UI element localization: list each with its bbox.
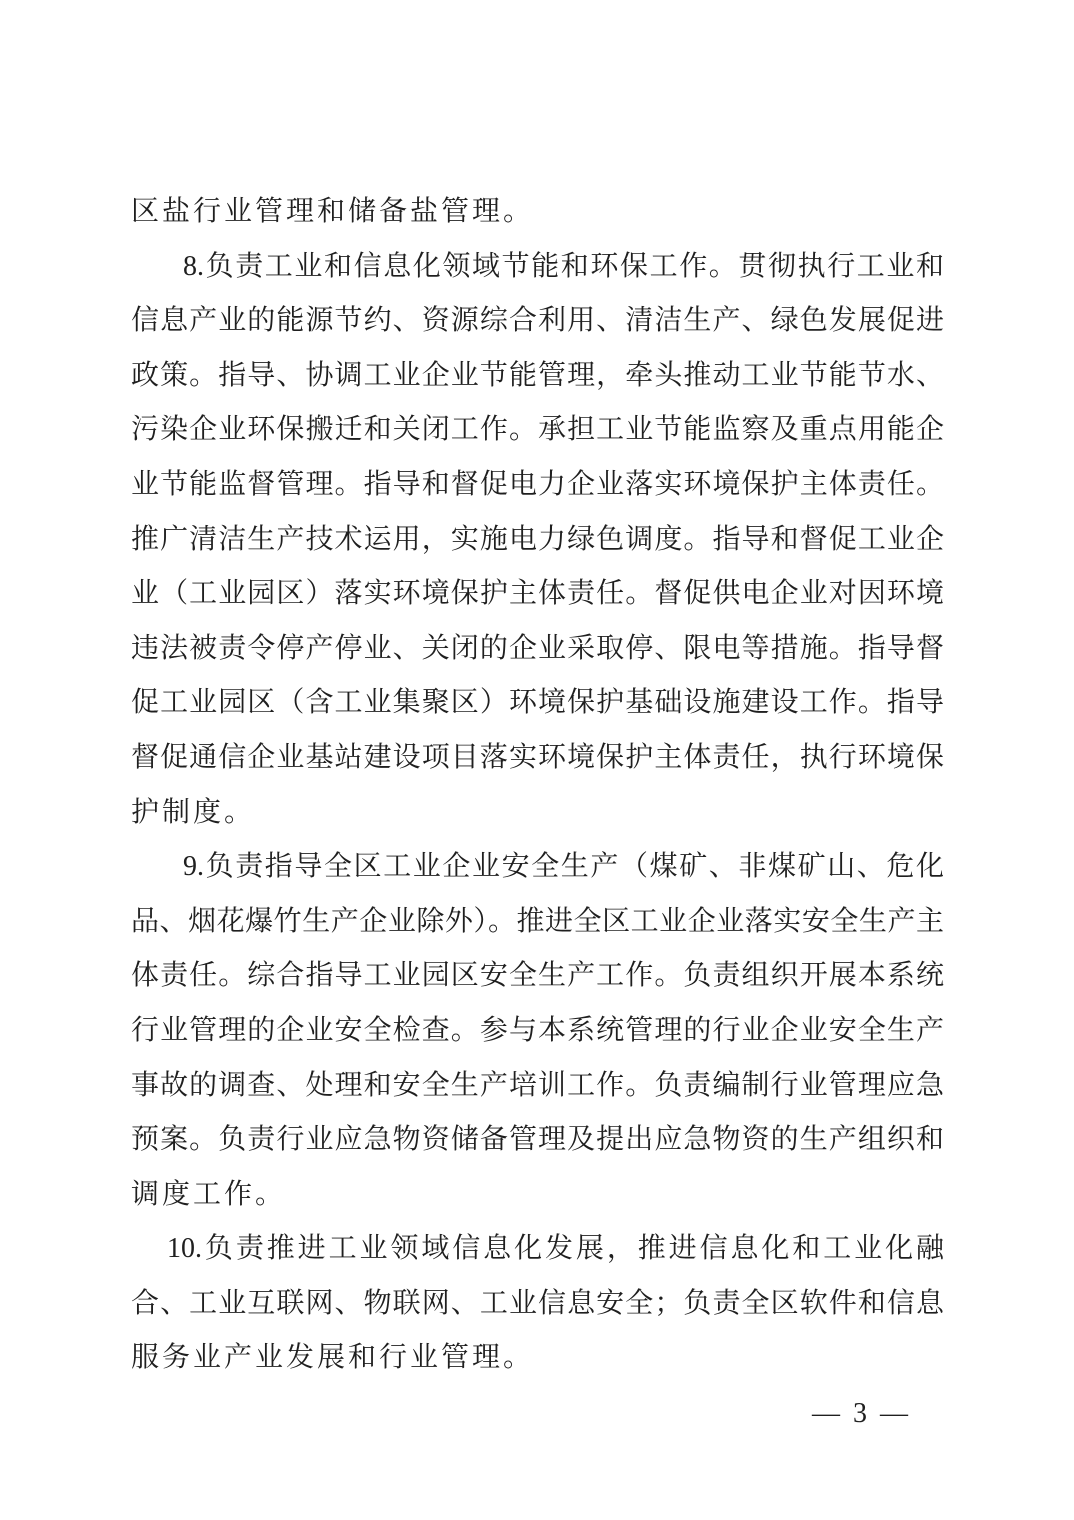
text-line: 合、工业互联网、物联网、工业信息安全；负责全区软件和信息 [131,1287,944,1319]
text-line: 事故的调查、处理和安全生产培训工作。负责编制行业管理应急 [131,1069,944,1101]
text-line: 政策。指导、协调工业企业节能管理，牵头推动工业节能节水、 [131,359,944,391]
text-line: 体责任。综合指导工业园区安全生产工作。负责组织开展本系统 [131,960,944,992]
text-line: 区盐行业管理和储备盐管理。 [131,196,535,227]
text-line: 促工业园区（含工业集聚区）环境保护基础设施建设工作。指导 [131,687,944,719]
text-line: 护制度。 [131,796,256,828]
text-line: 污染企业环保搬迁和关闭工作。承担工业节能监察及重点用能企 [131,414,944,446]
text-line: 预案。负责行业应急物资储备管理及提出应急物资的生产组织和 [131,1124,944,1156]
text-line: 服务业产业发展和行业管理。 [131,1342,535,1374]
text-line: 品、烟花爆竹生产企业除外）。推进全区工业企业落实安全生产主 [131,905,944,937]
text-line: 违法被责令停产停业、关闭的企业采取停、限电等措施。指导督 [131,632,944,664]
text-line: 信息产业的能源节约、资源综合利用、清洁生产、绿色发展促进 [131,305,944,337]
paragraph [131,840,944,1222]
text-line: 8.负责工业和信息化领域节能和环保工作。贯彻执行工业和 [183,250,944,282]
text-line: 推广清洁生产技术运用，实施电力绿色调度。指导和督促工业企 [131,523,944,555]
text-line: 业节能监督管理。指导和督促电力企业落实环境保护主体责任。 [131,468,944,500]
page-number: — 3 — [812,1398,911,1429]
text-line: 10.负责推进工业领域信息化发展，推进信息化和工业化融 [167,1233,944,1265]
text-line: 9.负责指导全区工业企业安全生产（煤矿、非煤矿山、危化 [183,851,944,883]
paragraph [131,1222,944,1386]
paragraph [131,185,944,240]
document-body [131,185,944,1386]
text-line: 业（工业园区）落实环境保护主体责任。督促供电企业对因环境 [131,578,944,610]
text-line: 督促通信企业基站建设项目落实环境保护主体责任，执行环境保 [131,741,944,773]
paragraph [131,240,944,841]
text-line: 调度工作。 [131,1178,287,1210]
text-line: 行业管理的企业安全检查。参与本系统管理的行业企业安全生产 [131,1014,944,1046]
